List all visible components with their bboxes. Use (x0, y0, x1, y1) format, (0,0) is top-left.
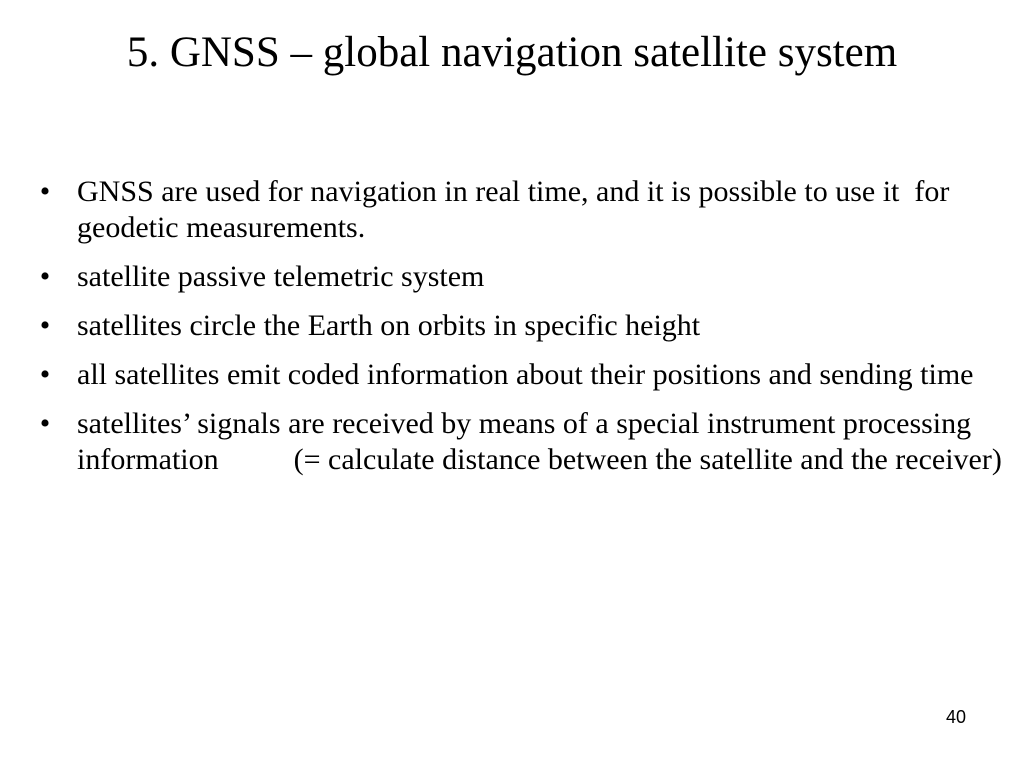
bullet-list (30, 174, 1002, 491)
slide-title: 5. GNSS – global navigation satellite system (126, 29, 898, 76)
bullet-text: all satellites emit coded information about their positions and sending time (77, 358, 974, 391)
bullet-item (30, 174, 1002, 246)
page-number: 40 (945, 707, 966, 727)
bullet-item (30, 406, 1002, 478)
bullet-icon: • (39, 407, 51, 440)
bullet-item (30, 357, 1002, 393)
bullet-text: satellite passive telemetric system (77, 260, 485, 293)
bullet-icon: • (39, 309, 51, 342)
bullet-item (30, 308, 1002, 344)
bullet-item (30, 259, 1002, 295)
bullet-icon: • (39, 260, 51, 293)
bullet-icon: • (39, 358, 51, 391)
bullet-text: satellites circle the Earth on orbits in specific height (77, 309, 701, 342)
bullet-icon: • (39, 175, 51, 208)
bullet-text: satellites’ signals are received by means of a special instrument processing information (= calculate distance between the satellite and the receiver) (77, 407, 1002, 476)
bullet-text: GNSS are used for navigation in real time, and it is possible to use it for geodetic measurements. (77, 175, 957, 244)
